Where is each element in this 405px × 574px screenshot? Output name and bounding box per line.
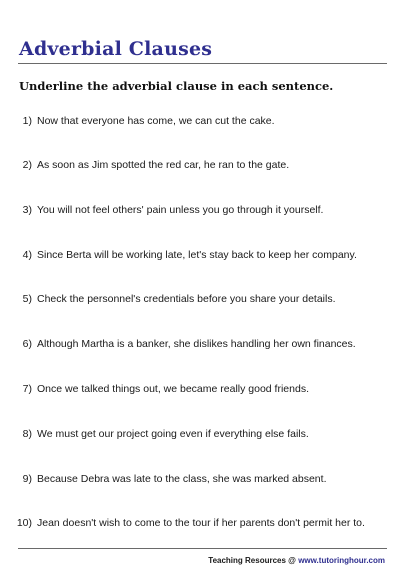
item-number: 9) <box>22 473 32 485</box>
item-number: 10) <box>16 517 32 529</box>
sentence-item-6 <box>0 338 405 354</box>
item-number: 1) <box>22 115 32 127</box>
sentence-item-1 <box>0 115 405 131</box>
footer-credit <box>208 556 385 565</box>
item-sentence: As soon as Jim spotted the red car, he ran to the gate. <box>37 159 290 171</box>
footer-site-link[interactable]: www.tutoringhour.com <box>298 556 385 565</box>
item-sentence: You will not feel others' pain unless you go through it yourself. <box>37 204 324 216</box>
item-number: 4) <box>22 249 32 261</box>
item-sentence: Although Martha is a banker, she dislikes handling her own finances. <box>37 338 356 350</box>
item-sentence: Check the personnel's credentials before you share your details. <box>37 293 336 305</box>
item-number: 3) <box>22 204 32 216</box>
sentence-item-4 <box>0 249 405 265</box>
item-number: 6) <box>22 338 32 350</box>
page-title: Adverbial Clauses <box>19 38 213 60</box>
item-sentence: We must get our project going even if everything else fails. <box>37 428 309 440</box>
footer-label: Teaching Resources @ <box>208 556 299 565</box>
sentence-item-3 <box>0 204 405 220</box>
instruction-text: Underline the adverbial clause in each sentence. <box>19 79 334 93</box>
sentence-item-9 <box>0 473 405 489</box>
item-sentence: Once we talked things out, we became really good friends. <box>37 383 309 395</box>
sentence-item-5 <box>0 293 405 309</box>
sentence-item-10 <box>0 517 405 533</box>
sentence-item-7 <box>0 383 405 399</box>
item-number: 2) <box>22 159 32 171</box>
title-divider <box>18 63 387 64</box>
footer-divider <box>18 548 387 549</box>
sentence-item-2 <box>0 159 405 175</box>
item-number: 7) <box>22 383 32 395</box>
item-sentence: Since Berta will be working late, let's stay back to keep her company. <box>37 249 357 261</box>
sentence-item-8 <box>0 428 405 444</box>
item-sentence: Because Debra was late to the class, she was marked absent. <box>37 473 327 485</box>
item-sentence: Jean doesn't wish to come to the tour if her parents don't permit her to. <box>37 517 365 529</box>
item-number: 8) <box>22 428 32 440</box>
item-sentence: Now that everyone has come, we can cut the cake. <box>37 115 275 127</box>
item-number: 5) <box>22 293 32 305</box>
